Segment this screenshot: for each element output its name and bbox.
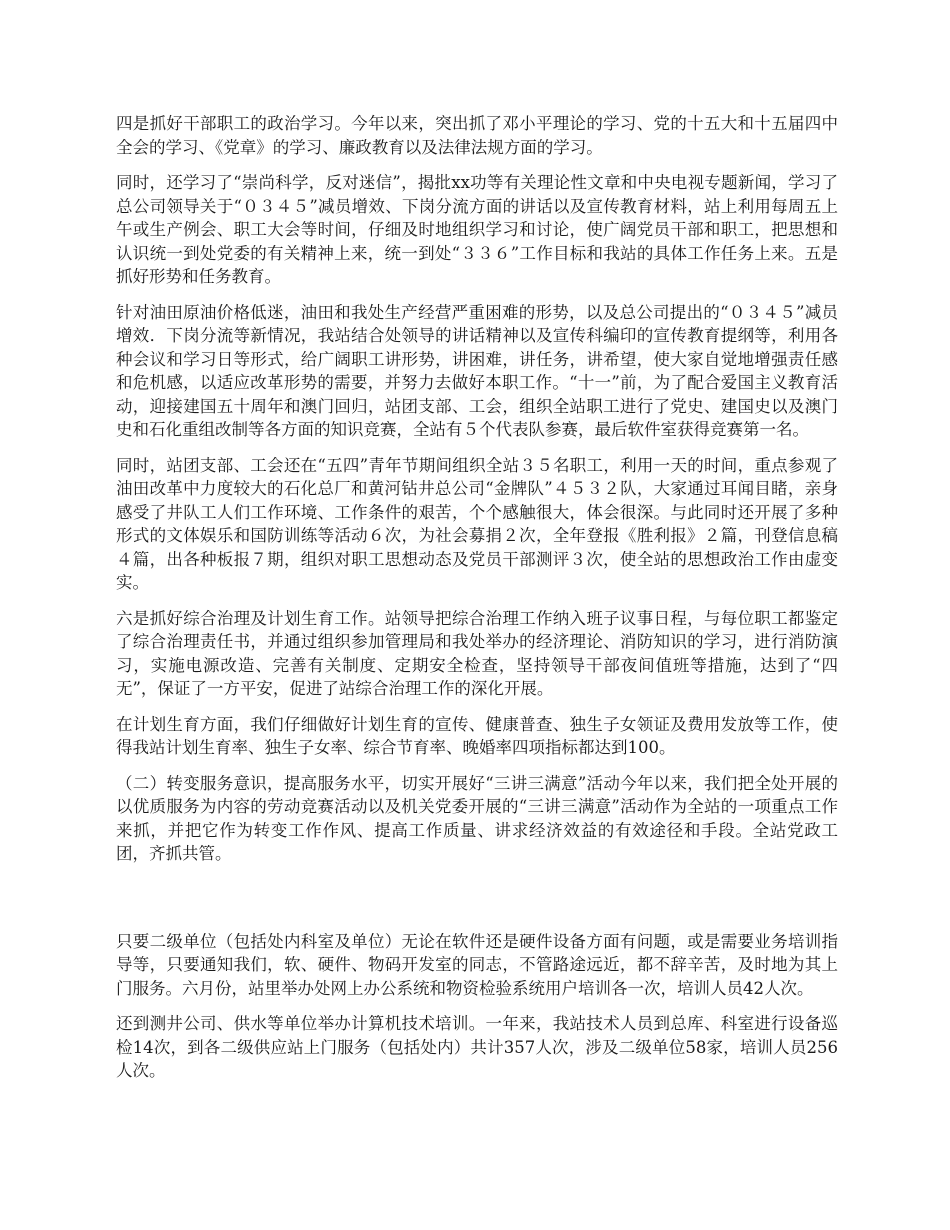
paragraph-comprehensive-governance: 六是抓好综合治理及计划生育工作。站领导把综合治理工作纳入班子议事日程，与每位职工都鉴定了综合治理责任书，并通过组织参加管理局和我处举办的经济理论、消防知识的学习，进行消防演习，实施电源改造、完善有关制度、定期安全检查，坚持领导干部夜间值班等措施，达到了“四无”，保证了一方平安，促进了站综合治理工作的深化开展。 bbox=[116, 608, 838, 698]
section-gap bbox=[116, 878, 838, 930]
document-body bbox=[116, 112, 838, 1095]
paragraph-service-awareness: （二）转变服务意识，提高服务水平，切实开展好“三讲三满意”活动今年以来，我们把全处开展的以优质服务为内容的劳动竞赛活动以及机关党委开展的“三讲三满意”活动作为全站的一项重点工作来抓，并把它作为转变工作作风、提高工作质量、讲求经济效益的有效途径和手段。全站党政工团，齐抓共管。 bbox=[116, 773, 838, 863]
paragraph-political-study: 四是抓好干部职工的政治学习。今年以来，突出抓了邓小平理论的学习、党的十五大和十五届四中全会的学习、《党章》的学习、廉政教育以及法律法规方面的学习。 bbox=[116, 114, 838, 157]
paragraph-family-planning: 在计划生育方面，我们仔细做好计划生育的宣传、健康普查、独生子女领证及费用发放等工作，使得我站计划生育率、独生子女率、综合节育率、晚婚率四项指标都达到100。 bbox=[116, 714, 838, 757]
paragraph-technical-training: 还到测井公司、供水等单位举办计算机技术培训。一年来，我站技术人员到总库、科室进行设备巡检14次，到各二级供应站上门服务（包括处内）共计357人次，涉及二级单位58家，培训人员256人次。 bbox=[116, 1014, 838, 1080]
paragraph-situation-education: 针对油田原油价格低迷，油田和我处生产经营严重困难的形势，以及总公司提出的“０３４５”减员增效．下岗分流等新情况，我站结合处领导的讲话精神以及宣传科编印的宣传教育提纲等，利用各种会议和学习日等形式，给广阔职工讲形势，讲困难，讲任务，讲希望，使大家自觉地增强责任感和危机感，以适应改革形势的需要，并努力去做好本职工作。“十一”前，为了配合爱国主义教育活动，迎接建国五十周年和澳门回归，站团支部、工会，组织全站职工进行了党史、建国史以及澳门史和石化重组改制等各方面的知识竞赛，全站有５个代表队参赛，最后软件室获得竞赛第一名。 bbox=[116, 302, 838, 439]
paragraph-youth-activities: 同时，站团支部、工会还在“五四”青年节期间组织全站３５名职工，利用一天的时间，重点参观了油田改革中力度较大的石化总厂和黄河钻井总公司“金牌队”４５３２队，大家通过耳闻目睹，亲身感受了井队工人们工作环境、工作条件的艰苦，个个感触很大，体会很深。与此同时还开展了多种形式的文体娱乐和国防训练等活动６次，为社会募捐２次，全年登报《胜利报》２篇，刊登信息稿４篇，出各种板报７期，组织对职工思想动态及党员干部测评３次，使全站的思想政治工作由虚变实。 bbox=[116, 455, 838, 592]
paragraph-onsite-service: 只要二级单位（包括处内科室及单位）无论在软件还是硬件设备方面有问题，或是需要业务培训指导等，只要通知我们，软、硬件、物码开发室的同志，不管路途远近，都不辞辛苦，及时地为其上门服务。六月份，站里举办处网上办公系统和物资检验系统用户培训各一次，培训人员42人次。 bbox=[116, 931, 838, 998]
paragraph-science-study: 同时，还学习了“崇尚科学，反对迷信”，揭批xx功等有关理论性文章和中央电视专题新闻，学习了总公司领导关于“０３４５”减员增效、下岗分流方面的讲话以及宣传教育材料，站上利用每周五上午或生产例会、职工大会等时间，仔细及时地组织学习和讨论，使广阔党员干部和职工，把思想和认识统一到处党委的有关精神上来，统一到处“３３６”工作目标和我站的具体工作任务上来。五是抓好形势和任务教育。 bbox=[116, 173, 838, 286]
